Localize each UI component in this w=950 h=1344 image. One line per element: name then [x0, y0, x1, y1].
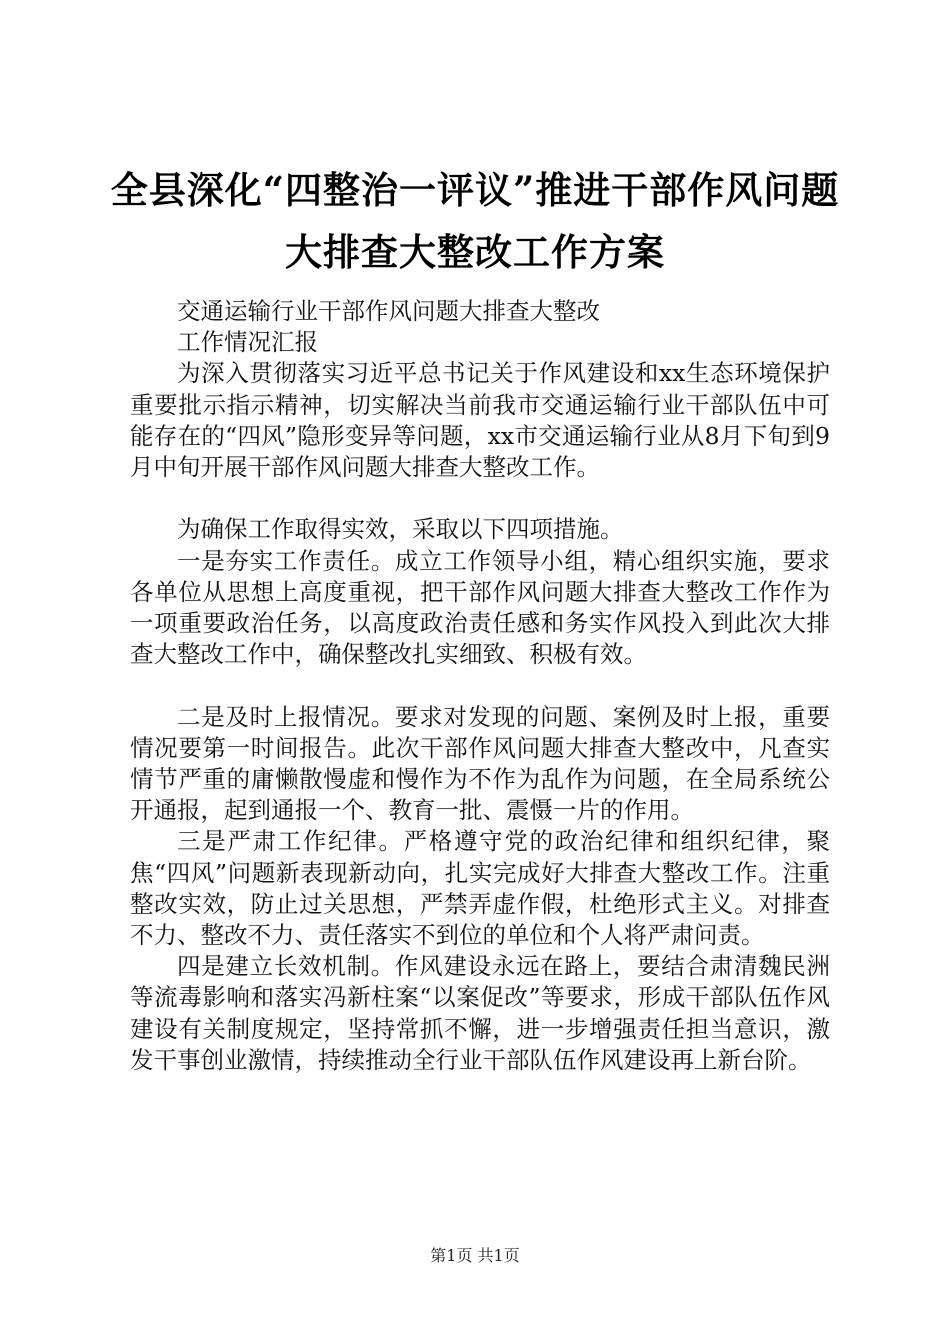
document-body — [130, 296, 830, 1076]
paragraph-intro: 为深入贯彻落实习近平总书记关于作风建设和xx生态环境保护重要批示指示精神，切实解决当前我市交通运输行业干部队伍中可能存在的“四风”隐形变异等问题，xx市交通运输行业从8月下旬到9月中旬开展干部作风问题大排查大整改工作。 — [130, 359, 830, 482]
paragraph-measure-2: 二是及时上报情况。要求对发现的问题、案例及时上报，重要情况要第一时间报告。此次干部作风问题大排查大整改中，凡查实情节严重的庸懒散慢虚和慢作为不作为乱作为问题，在全局系统公开通报，起到通报一个、教育一批、震慑一片的作用。 — [130, 702, 830, 825]
paragraph-measure-3: 三是严肃工作纪律。严格遵守党的政治纪律和组织纪律，聚焦“四风”问题新表现新动向，扎实完成好大排查大整改工作。注重整改实效，防止过关思想，严禁弄虚作假，杜绝形式主义。对排查不力、整改不力、责任落实不到位的单位和个人将严肃问责。 — [130, 827, 830, 950]
document-title-line-2: 大排查大整改工作方案 — [285, 230, 665, 274]
paragraph-measure-4: 四是建立长效机制。作风建设永远在路上，要结合肃清魏民洲等流毒影响和落实冯新柱案“以案促改”等要求，形成干部队伍作风建设有关制度规定，坚持常抓不懈，进一步增强责任担当意识，激发干事创业激情，持续推动全行业干部队伍作风建设再上新台阶。 — [130, 952, 830, 1074]
subtitle-line-2: 工作情况汇报 — [177, 328, 318, 357]
paragraph-measure-1: 一是夯实工作责任。成立工作领导小组，精心组织实施，要求各单位从思想上高度重视，把干部作风问题大排查大整改工作作为一项重要政治任务，以高度政治责任感和务实作风投入到此次大排查大整改工作中，确保整改扎实细致、积极有效。 — [130, 546, 830, 669]
subtitle-line-1: 交通运输行业干部作风问题大排查大整改 — [177, 297, 600, 325]
paragraph-measures: 为确保工作取得实效，采取以下四项措施。 — [177, 515, 624, 544]
page-footer: 第1页 共1页 — [430, 1246, 520, 1265]
document-title-line-1: 全县深化“四整治一评议”推进干部作风问题 — [110, 168, 840, 212]
